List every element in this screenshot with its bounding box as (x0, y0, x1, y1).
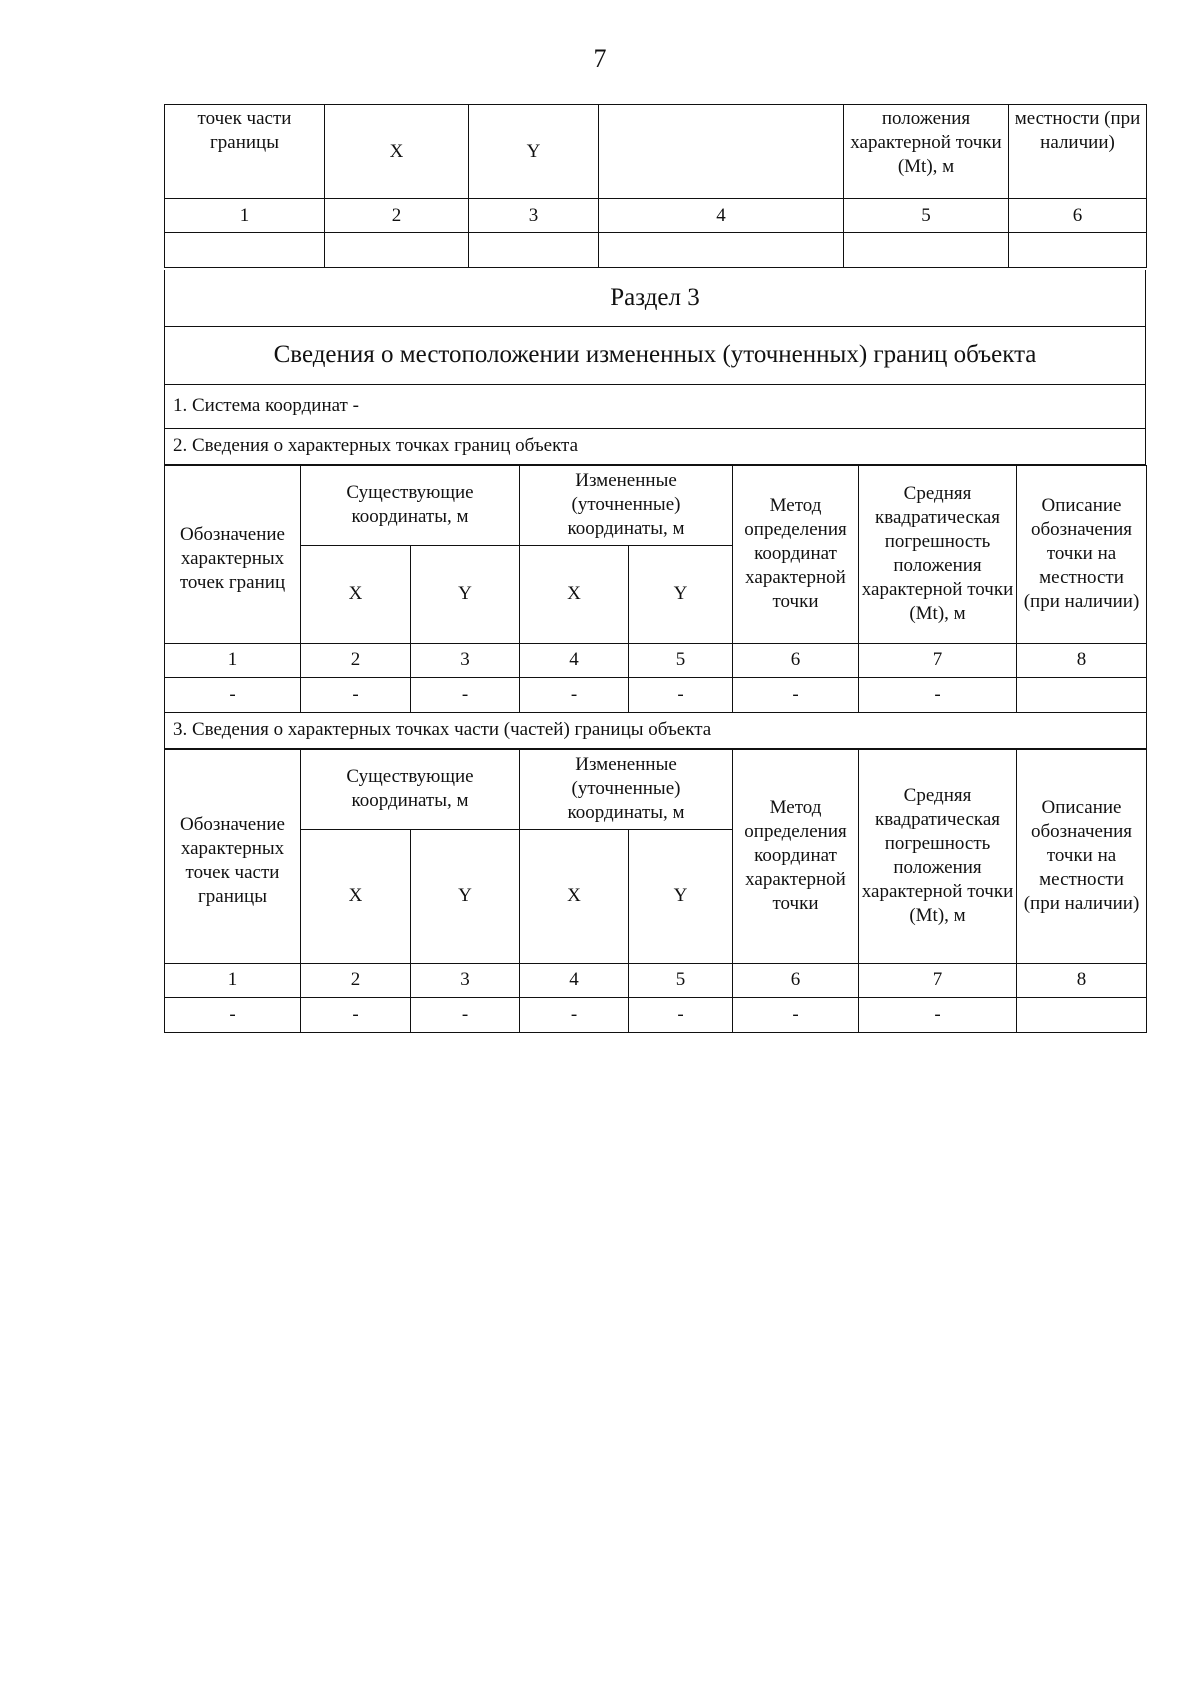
continued-table-block (164, 104, 1146, 268)
header-y: Y (629, 829, 733, 963)
table-number-row (165, 199, 1147, 233)
page-number: 7 (593, 44, 607, 73)
column-number: 5 (629, 963, 733, 997)
table-cell (599, 233, 844, 268)
column-number: 3 (411, 963, 520, 997)
header-cell (599, 105, 844, 199)
header-cell-y: Y (469, 105, 599, 199)
section-block (164, 270, 1146, 1033)
table-cell: - (165, 677, 301, 712)
column-number: 6 (733, 643, 859, 677)
header-changed-coordinates: Измененные (уточненные) координаты, м (520, 749, 733, 829)
header-x: X (520, 829, 629, 963)
table-cell: - (629, 997, 733, 1032)
header-y: Y (629, 545, 733, 643)
header-designation: Обозначение характерных точек границ (165, 465, 301, 643)
header-error: Средняя квадратическая погрешность положения характерной точки (Mt), м (859, 749, 1017, 963)
header-method: Метод определения координат характерной точки (733, 465, 859, 643)
table-cell (1017, 677, 1147, 712)
header-error: Средняя квадратическая погрешность положения характерной точки (Mt), м (859, 465, 1017, 643)
header-existing-coordinates: Существующие координаты, м (301, 749, 520, 829)
table-cell: - (520, 677, 629, 712)
continued-table (164, 104, 1147, 268)
section-title: Раздел 3 (165, 270, 1146, 326)
column-number: 3 (469, 199, 599, 233)
table-header-row (165, 105, 1147, 199)
table-cell: - (301, 677, 411, 712)
table-cell: - (411, 997, 520, 1032)
table-number-row (165, 963, 1147, 997)
header-x: X (520, 545, 629, 643)
table-cell (325, 233, 469, 268)
column-number: 1 (165, 963, 301, 997)
table-cell: - (733, 997, 859, 1032)
header-cell: точек части границы (165, 105, 325, 199)
column-number: 2 (325, 199, 469, 233)
header-existing-coordinates: Существующие координаты, м (301, 465, 520, 545)
part-boundary-points-table (164, 749, 1147, 1033)
column-number: 2 (301, 643, 411, 677)
table-cell (1017, 997, 1147, 1032)
table-cell: - (859, 997, 1017, 1032)
column-number: 6 (1009, 199, 1147, 233)
header-y: Y (411, 545, 520, 643)
section-header-table (164, 270, 1146, 465)
header-y: Y (411, 829, 520, 963)
boundary-points-heading: 2. Сведения о характерных точках границ объекта (165, 428, 1146, 464)
column-number: 5 (629, 643, 733, 677)
header-method: Метод определения координат характерной точки (733, 749, 859, 963)
column-number: 4 (599, 199, 844, 233)
table-cell: - (733, 677, 859, 712)
table-cell: - (301, 997, 411, 1032)
table-row (165, 997, 1147, 1032)
column-number: 3 (411, 643, 520, 677)
table-cell (844, 233, 1009, 268)
header-designation: Обозначение характерных точек части границы (165, 749, 301, 963)
table-cell: - (859, 677, 1017, 712)
column-number: 7 (859, 963, 1017, 997)
part-boundary-points-heading: 3. Сведения о характерных точках части (частей) границы объекта (165, 712, 1147, 748)
header-changed-coordinates: Измененные (уточненные) координаты, м (520, 465, 733, 545)
table-row (165, 233, 1147, 268)
table-cell: - (629, 677, 733, 712)
header-cell: положения характерной точки (Mt), м (844, 105, 1009, 199)
section-subtitle: Сведения о местоположении измененных (уточненных) границ объекта (165, 326, 1146, 384)
column-number: 4 (520, 963, 629, 997)
table-cell: - (165, 997, 301, 1032)
header-cell: местности (при наличии) (1009, 105, 1147, 199)
coordinate-system-line: 1. Система координат - (165, 384, 1146, 428)
column-number: 1 (165, 199, 325, 233)
table-row (165, 677, 1147, 712)
column-number: 1 (165, 643, 301, 677)
column-number: 5 (844, 199, 1009, 233)
column-number: 8 (1017, 963, 1147, 997)
header-description: Описание обозначения точки на местности (при наличии) (1017, 749, 1147, 963)
column-number: 8 (1017, 643, 1147, 677)
header-x: X (301, 545, 411, 643)
table-cell (1009, 233, 1147, 268)
header-x: X (301, 829, 411, 963)
header-description: Описание обозначения точки на местности (при наличии) (1017, 465, 1147, 643)
table-number-row (165, 643, 1147, 677)
column-number: 2 (301, 963, 411, 997)
column-number: 4 (520, 643, 629, 677)
boundary-points-table (164, 465, 1147, 749)
column-number: 6 (733, 963, 859, 997)
table-cell (469, 233, 599, 268)
column-number: 7 (859, 643, 1017, 677)
table-cell: - (411, 677, 520, 712)
table-cell (165, 233, 325, 268)
table-cell: - (520, 997, 629, 1032)
header-cell-x: X (325, 105, 469, 199)
